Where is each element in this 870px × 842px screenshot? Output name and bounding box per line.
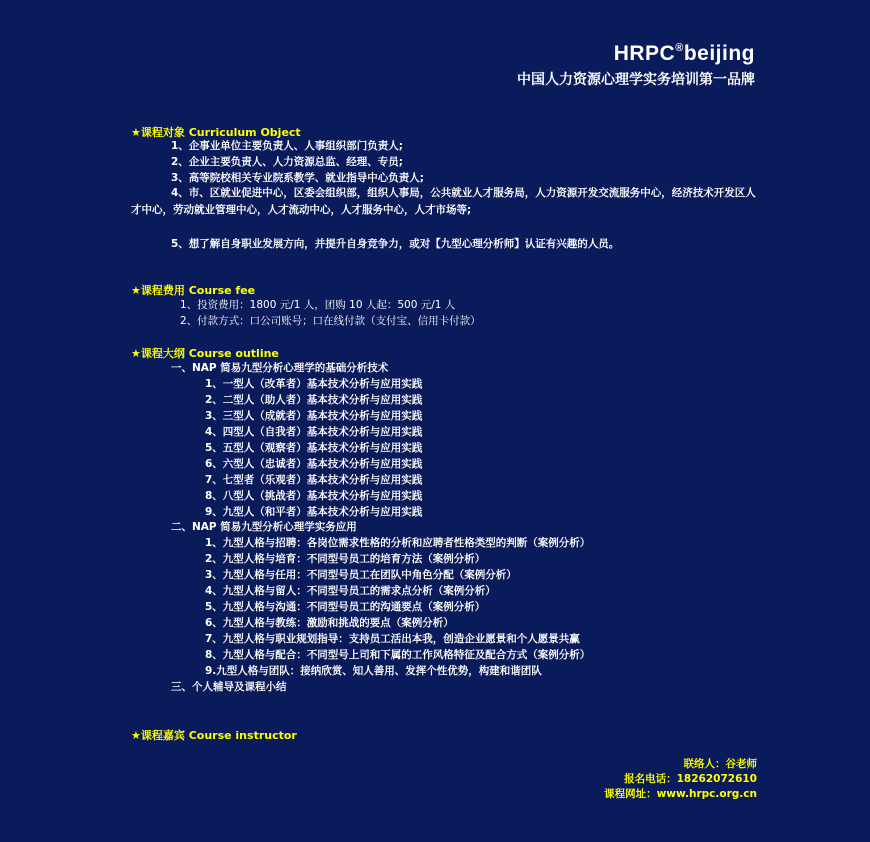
fee-item-2: 2、付款方式：口公司账号；口在线付款（支付宝、信用卡付款） xyxy=(180,315,481,327)
outline-part1-item: 4、四型人（自我者）基本技术分析与应用实践 xyxy=(205,426,423,438)
outline-part2-item: 7、九型人格与职业规划指导：支持员工活出本我，创造企业愿景和个人愿景共赢 xyxy=(205,633,580,645)
outline-part2-item: 1、九型人格与招聘：各岗位需求性格的分析和应聘者性格类型的判断（案例分析） xyxy=(205,537,591,549)
object-item-2: 2、企业主要负责人、人力资源总监、经理、专员; xyxy=(171,156,404,168)
outline-part1-item: 5、五型人（观察者）基本技术分析与应用实践 xyxy=(205,442,423,454)
tagline: 中国人力资源心理学实务培训第一品牌 xyxy=(517,72,755,88)
outline-part1-item: 3、三型人（成就者）基本技术分析与应用实践 xyxy=(205,410,423,422)
outline-part2-item: 8、九型人格与配合：不同型号上司和下属的工作风格特征及配合方式（案例分析） xyxy=(205,649,591,661)
outline-part1-item: 7、七型者（乐观者）基本技术分析与应用实践 xyxy=(205,474,423,486)
contact-phone: 报名电话：18262072610 xyxy=(624,773,757,785)
section-title-outline: ★课程大纲 Course outline xyxy=(131,347,279,360)
brand-logo xyxy=(614,42,755,66)
outline-part1-item: 2、二型人（助人者）基本技术分析与应用实践 xyxy=(205,394,423,406)
brand-main: HRPC xyxy=(613,42,676,65)
outline-part-3: 三、个人辅导及课程小结 xyxy=(171,681,287,693)
outline-part1-item: 8、八型人（挑战者）基本技术分析与应用实践 xyxy=(205,490,423,502)
contact-website: 课程网址：www.hrpc.org.cn xyxy=(604,788,757,800)
section-title-object: ★课程对象 Curriculum Object xyxy=(131,126,301,139)
outline-part-2: 二、NAP 简易九型分析心理学实务应用 xyxy=(171,521,357,533)
outline-part1-item: 1、一型人（改革者）基本技术分析与应用实践 xyxy=(205,378,423,390)
outline-part2-item: 6、九型人格与教练：激励和挑战的要点（案例分析） xyxy=(205,617,454,629)
outline-part-1: 一、NAP 简易九型分析心理学的基础分析技术 xyxy=(171,362,389,374)
brand-city: beijing xyxy=(683,42,755,65)
outline-part2-item: 5、九型人格与沟通：不同型号员工的沟通要点（案例分析） xyxy=(205,601,486,613)
outline-part1-item: 9、九型人（和平者）基本技术分析与应用实践 xyxy=(205,506,423,518)
outline-part2-item: 2、九型人格与培育：不同型号员工的培育方法（案例分析） xyxy=(205,553,486,565)
section-title-fee: ★课程费用 Course fee xyxy=(131,284,256,297)
registered-mark: ® xyxy=(675,42,684,54)
outline-part1-item: 6、六型人（忠诚者）基本技术分析与应用实践 xyxy=(205,458,423,470)
outline-part2-item: 3、九型人格与任用：不同型号员工在团队中角色分配（案例分析） xyxy=(205,569,517,581)
section-title-instructor: ★课程嘉宾 Course instructor xyxy=(131,729,297,742)
outline-part2-item: 4、九型人格与留人：不同型号员工的需求点分析（案例分析） xyxy=(205,585,496,597)
fee-item-1: 1、投资费用：1800 元/1 人，团购 10 人起：500 元/1 人 xyxy=(180,299,456,311)
contact-person: 联络人：谷老师 xyxy=(683,758,757,770)
outline-part2-item: 9.九型人格与团队：接纳欣赏、知人善用、发挥个性优势，构建和谐团队 xyxy=(205,665,542,677)
object-item-4: 4、市、区就业促进中心，区委会组织部，组织人事局，公共就业人才服务局，人力资源开发交流服务中心，经济技术开发区人才中心，劳动就业管理中心，人才流动中心，人才服务中心，人才市场等; xyxy=(131,187,756,216)
object-item-5: 5、想了解自身职业发展方向，并提升自身竞争力，或对【九型心理分析师】认证有兴趣的人员。 xyxy=(171,238,620,250)
object-item-1: 1、企事业单位主要负责人、人事组织部门负责人; xyxy=(171,140,404,152)
object-item-3: 3、高等院校相关专业院系教学、就业指导中心负责人; xyxy=(171,172,425,184)
